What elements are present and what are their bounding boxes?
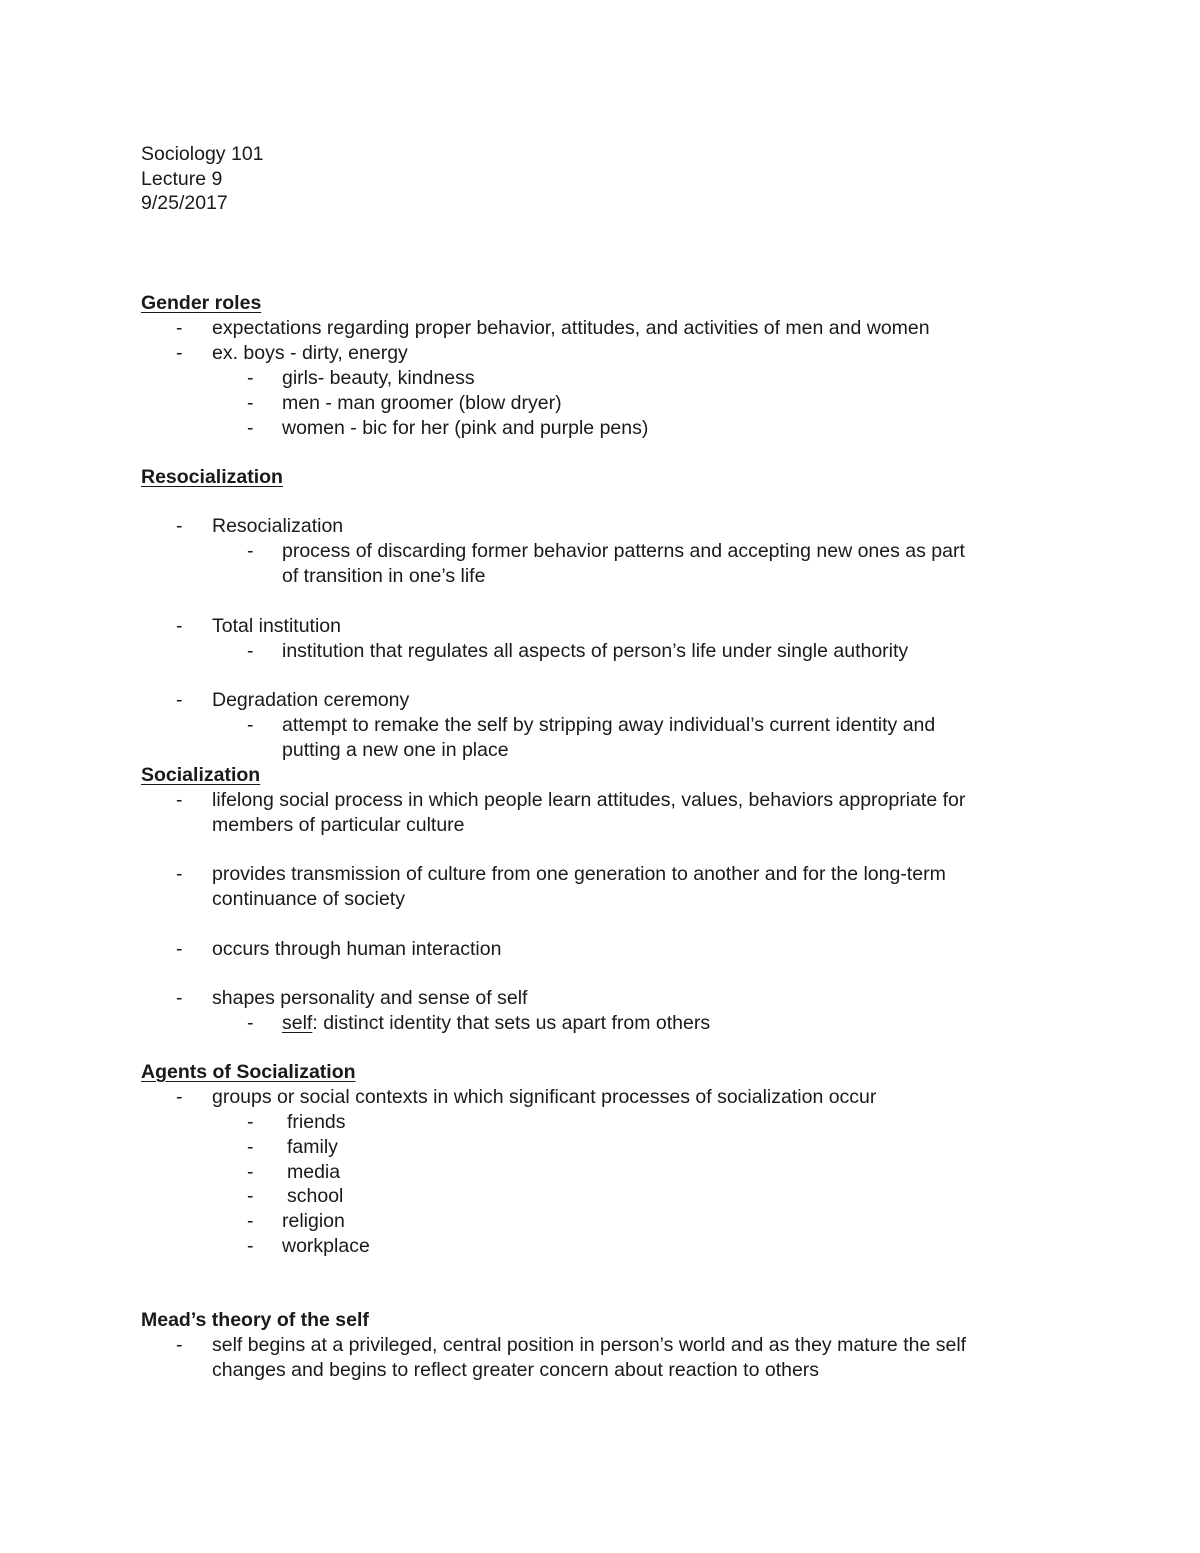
bullet: - xyxy=(247,640,254,662)
bullet: - xyxy=(176,342,183,364)
heading-resocialization: Resocialization xyxy=(141,466,283,488)
bullet: - xyxy=(247,1235,254,1257)
bullet: - xyxy=(247,1136,254,1158)
gender-roles-subitem: men - man groomer (blow dryer) xyxy=(282,392,562,414)
agent-item: friends xyxy=(287,1111,346,1133)
socialization-item: continuance of society xyxy=(212,888,405,910)
bullet: - xyxy=(176,789,183,811)
bullet: - xyxy=(176,515,183,537)
heading-agents-of-socialization: Agents of Socialization xyxy=(141,1061,356,1083)
heading-gender-roles: Gender roles xyxy=(141,292,262,314)
mead-text: changes and begins to reflect greater concern about reaction to others xyxy=(212,1359,820,1381)
agent-item: school xyxy=(287,1185,344,1207)
bullet: - xyxy=(176,987,183,1009)
gender-roles-item: expectations regarding proper behavior, attitudes, and activities of men and women xyxy=(212,317,930,339)
bullet: - xyxy=(176,938,183,960)
term: Total institution xyxy=(212,615,341,637)
bullet: - xyxy=(176,1086,183,1108)
agents-intro: groups or social contexts in which significant processes of socialization occur xyxy=(212,1086,877,1108)
self-definition-line xyxy=(282,1011,710,1036)
term-definition: process of discarding former behavior patterns and accepting new ones as part xyxy=(282,540,965,562)
agent-item: family xyxy=(287,1136,338,1158)
self-definition: : distinct identity that sets us apart from others xyxy=(312,1012,711,1034)
bullet: - xyxy=(247,1012,254,1034)
bullet: - xyxy=(247,392,254,414)
term: Resocialization xyxy=(212,515,344,537)
course-title: Sociology 101 xyxy=(141,143,264,165)
socialization-item: occurs through human interaction xyxy=(212,938,502,960)
bullet: - xyxy=(176,863,183,885)
bullet: - xyxy=(247,367,254,389)
heading-socialization: Socialization xyxy=(141,764,261,786)
bullet: - xyxy=(176,1334,183,1356)
lecture-date: 9/25/2017 xyxy=(141,192,228,214)
heading-meads-theory: Mead’s theory of the self xyxy=(141,1309,369,1331)
bullet: - xyxy=(247,1161,254,1183)
term: Degradation ceremony xyxy=(212,689,410,711)
bullet: - xyxy=(247,1111,254,1133)
gender-roles-subitem: girls- beauty, kindness xyxy=(282,367,475,389)
gender-roles-subitem: women - bic for her (pink and purple pens) xyxy=(282,417,649,439)
bullet: - xyxy=(247,540,254,562)
term-definition: putting a new one in place xyxy=(282,739,509,761)
term-definition: of transition in one’s life xyxy=(282,565,486,587)
mead-text: self begins at a privileged, central position in person’s world and as they mature the self xyxy=(212,1334,967,1356)
bullet: - xyxy=(247,714,254,736)
bullet: - xyxy=(247,1210,254,1232)
lecture-number: Lecture 9 xyxy=(141,168,223,190)
bullet: - xyxy=(176,615,183,637)
gender-roles-item: ex. boys - dirty, energy xyxy=(212,342,408,364)
bullet: - xyxy=(247,1185,254,1207)
term-definition: institution that regulates all aspects of person’s life under single authority xyxy=(282,640,909,662)
socialization-item: lifelong social process in which people learn attitudes, values, behaviors appropriate for xyxy=(212,789,966,811)
bullet: - xyxy=(247,417,254,439)
socialization-item: members of particular culture xyxy=(212,814,465,836)
term-definition: attempt to remake the self by stripping away individual’s current identity and xyxy=(282,714,936,736)
socialization-item: provides transmission of culture from one generation to another and for the long-term xyxy=(212,863,946,885)
agent-item: religion xyxy=(282,1210,345,1232)
self-term: self xyxy=(282,1012,313,1034)
socialization-item: shapes personality and sense of self xyxy=(212,987,528,1009)
bullet: - xyxy=(176,317,183,339)
agent-item: workplace xyxy=(282,1235,370,1257)
agent-item: media xyxy=(287,1161,341,1183)
bullet: - xyxy=(176,689,183,711)
